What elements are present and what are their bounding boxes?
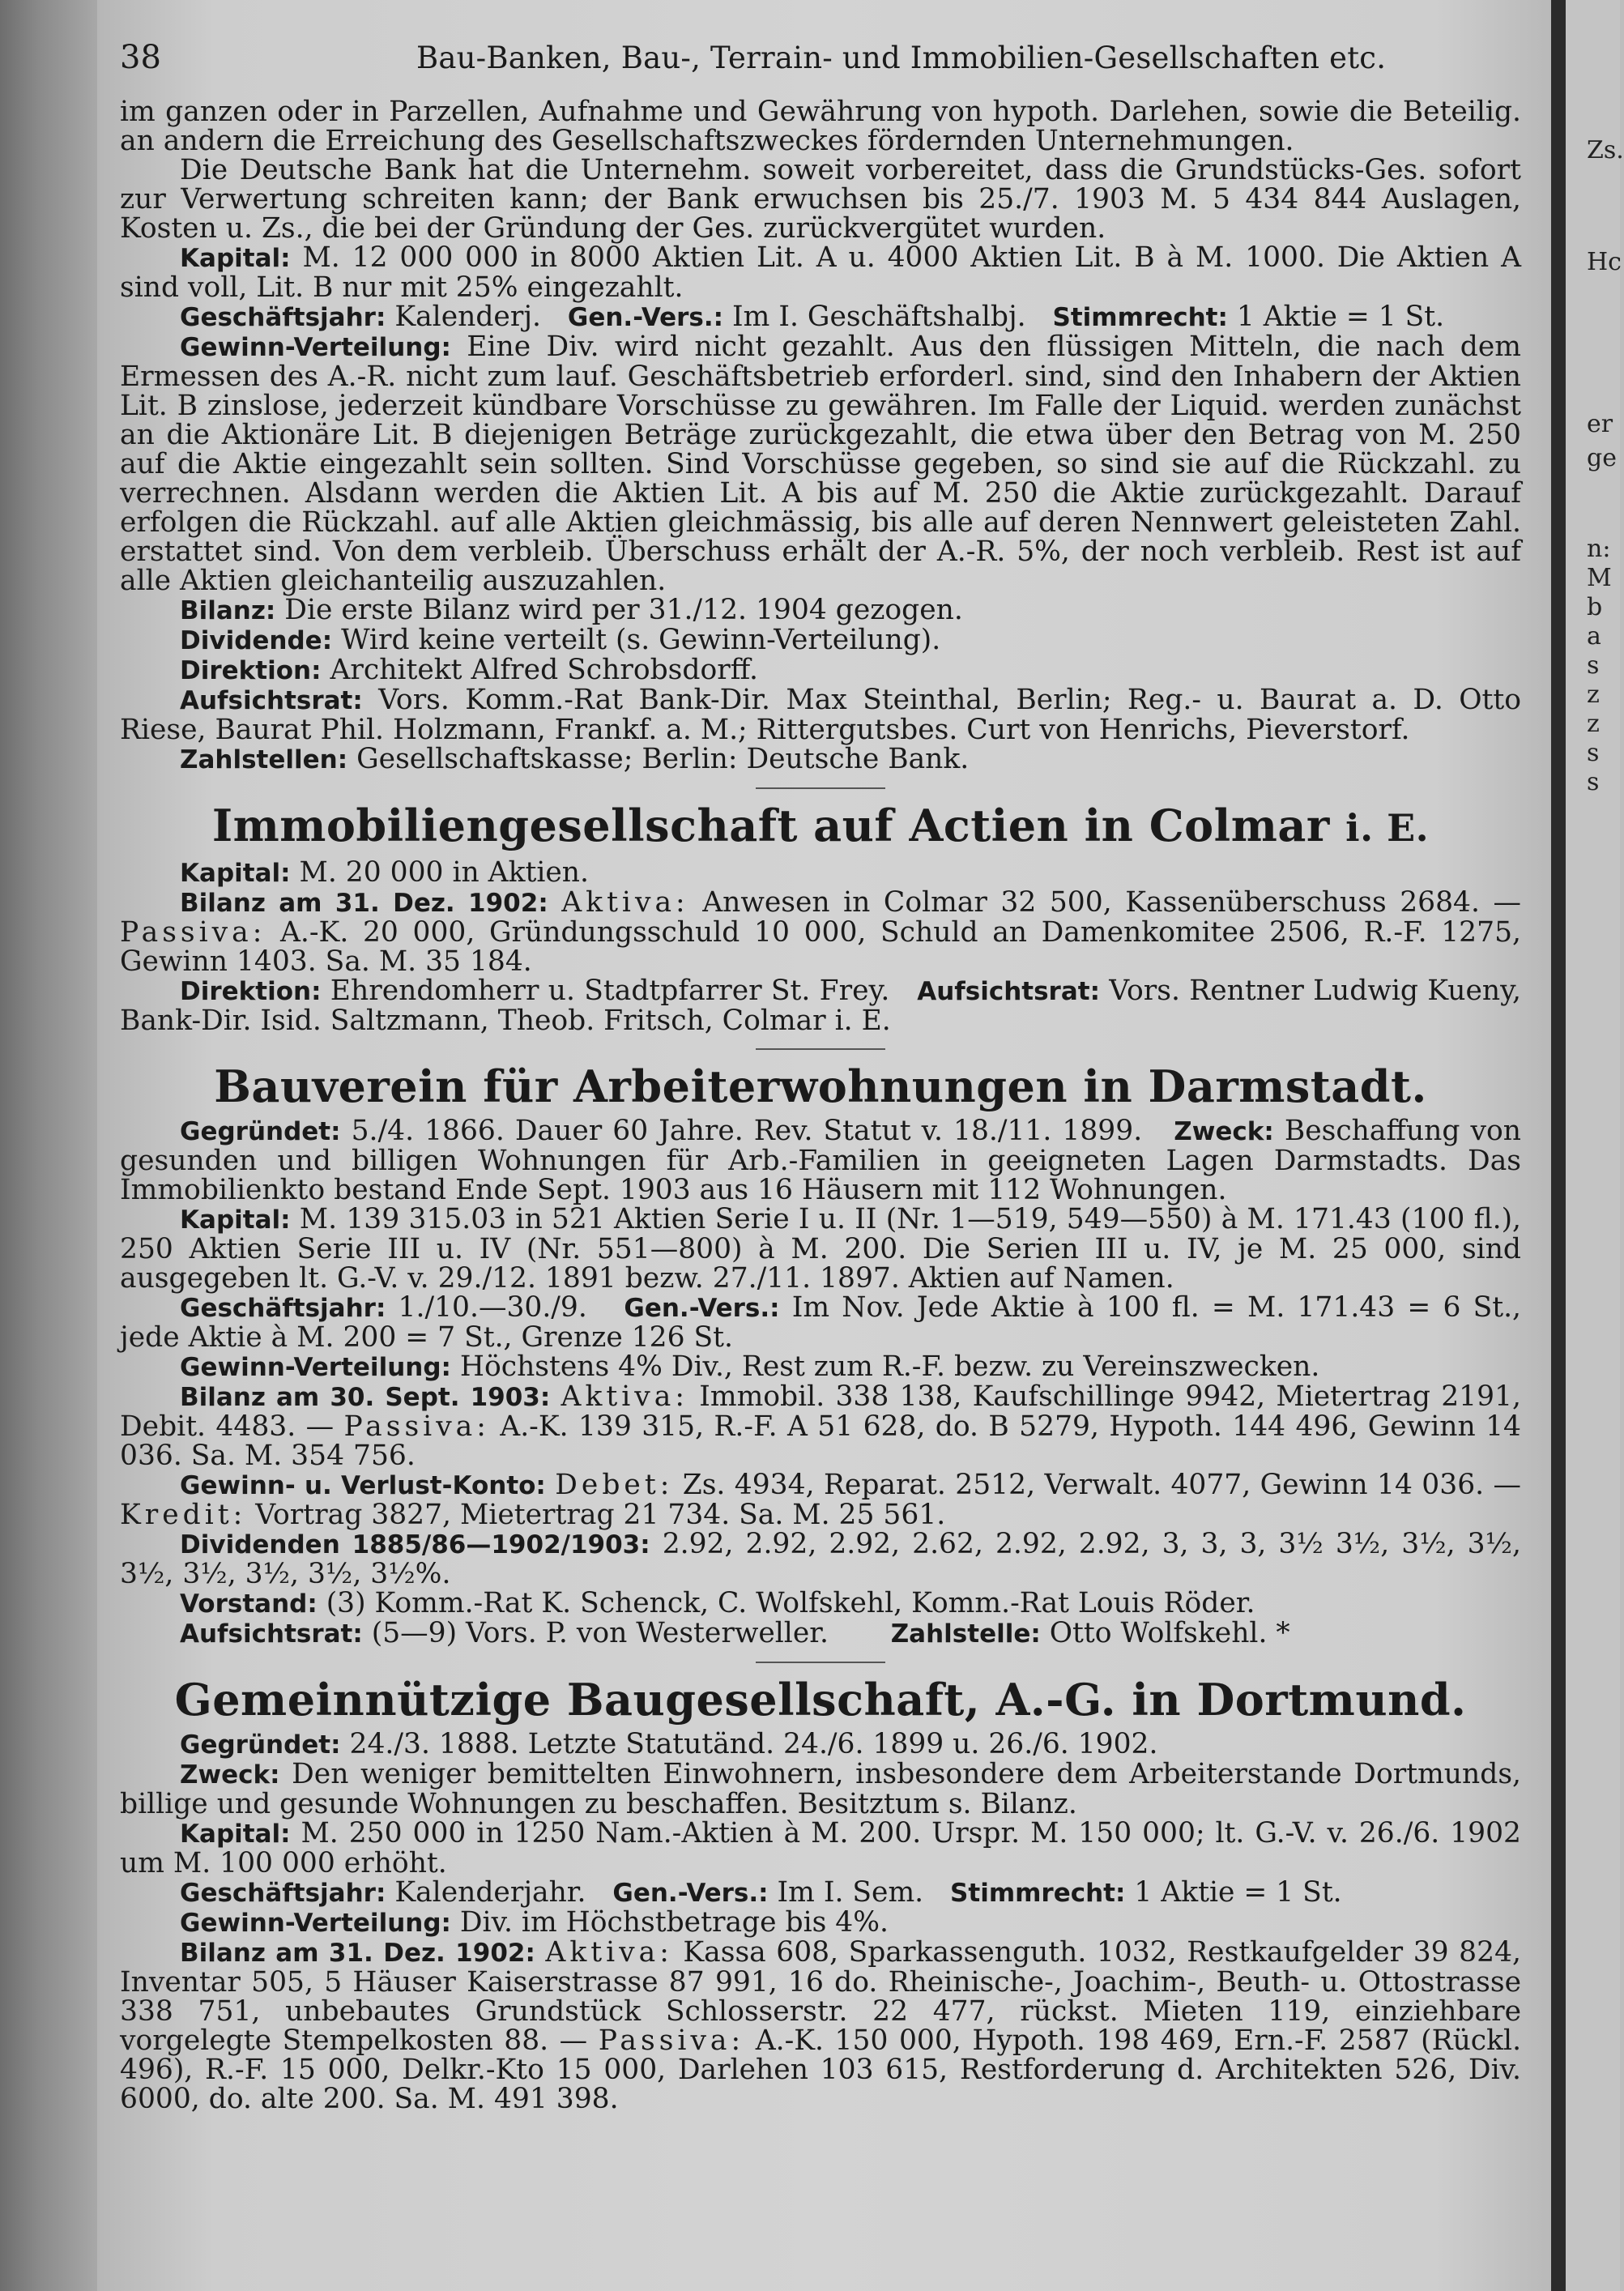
margin-fragment: ge xyxy=(1587,444,1617,472)
bilanz-entry: Bilanz am 31. Dez. 1902: Aktiva: Anwesen in Colmar 32 500, Kassenüberschuss 2684. — Passiva: A.-K. 20 000, Gründungsschuld 10 000, Schuld an Damenkomitee 2506, R.-F. 1275, Gewinn 1403. Sa. M. 35 184. xyxy=(120,886,1521,978)
margin-fragment: n: xyxy=(1587,535,1611,563)
dividenden-entry: Dividenden 1885/86—1902/1903: 2.92, 2.92, 2.92, 2.62, 2.92, 2.92, 3, 3, 3, 3½ 3½, 3½, 3½, 3½, 3½, 3½, 3½, 3½%. xyxy=(120,1528,1521,1590)
margin-fragment: s xyxy=(1587,651,1600,680)
intro-paragraph: im ganzen oder in Parzellen, Aufnahme und Gewährung von hypoth. Darlehen, sowie die Beteilig. an andern die Erreichung des Gesellschaftszweckes fördernden Unternehmungen. xyxy=(120,96,1521,157)
running-title: Bau-Banken, Bau-, Terrain- und Immobilien-Gesellschaften etc. xyxy=(416,41,1387,75)
kapital-entry: Kapital: M. 12 000 000 in 8000 Aktien Lit. A u. 4000 Aktien Lit. B à M. 1000. Die Aktien A sind voll, Lit. B nur mit 25% eingezahlt. xyxy=(120,241,1521,304)
page-header xyxy=(120,39,1521,76)
company-title: Bauverein für Arbeiterwohnungen in Darmstadt. xyxy=(214,1060,1427,1112)
margin-fragment: b xyxy=(1587,593,1603,621)
margin-fragment: Zs. xyxy=(1587,136,1624,164)
bilanz-entry: Bilanz am 30. Sept. 1903: Aktiva: Immobil. 338 138, Kaufschillinge 9942, Mietertrag 2191, Debit. 4483. — Passiva: A.-K. 139 315, R.-F. A 51 628, do. B 5279, Hypoth. 144 496, Gewinn 14 036. Sa. M. 354 756. xyxy=(120,1380,1522,1472)
gewinn-verteilung-entry: Gewinn-Verteilung: Eine Div. wird nicht gezahlt. Aus den flüssigen Mitteln, die nach dem Ermessen des A.-R. nicht zum lauf. Geschäftsbetrieb erforderl. sind, sind den Inhabern der Aktien Lit. B zinslose, jederzeit kündbare Vorschüsse zu gewähren. Im Falle der Liquid. werden zunächst an die Aktionäre Lit. B diejenigen Beträge zurückgezahlt, die etwa über den Betrag von M. 250 auf die Aktie eingezahlt sein sollten. Sind Vorschüsse gegeben, so sind sie auf die Rückzahl. zu verrechnen. Alsdann werden die Aktien Lit. A bis auf M. 250 die Aktie zurückgezahlt. Darauf erfolgen die Rückzahl. auf alle Aktien gleichmässig, bis alle auf deren Nennwert geleisteten Zahl. erstattet sind. Von dem verbleib. Überschuss erhält der A.-R. 5%, der noch verbleib. Rest ist auf alle Aktien gleichanteilig auszuzahlen. xyxy=(120,331,1522,597)
gegruendet-entry: Gegründet: 5./4. 1866. Dauer 60 Jahre. Rev. Statut v. 18./11. 1899. Zweck: Beschaffung von gesunden und billigen Wohnungen für Arb.-Familien in geeigneten Lagen Darmstadts. Das Immobilienkto bestand Ende Sept. 1903 aus 16 Häusern mit 112 Wohnungen. xyxy=(120,1115,1521,1206)
aufsichtsrat-entry: Aufsichtsrat: (5—9) Vors. P. von Westerweller. Zahlstelle: Otto Wolfskehl. * xyxy=(180,1617,1290,1649)
margin-fragment: s xyxy=(1587,739,1600,767)
next-page-margin xyxy=(1566,0,1624,2291)
geschaeftsjahr-entry: Geschäftsjahr: Kalenderjahr. Gen.-Vers.: Im I. Sem. Stimmrecht: 1 Aktie = 1 St. xyxy=(180,1876,1342,1909)
zahlstellen-entry: Zahlstellen: Gesellschaftskasse; Berlin: Deutsche Bank. xyxy=(180,743,970,775)
bilanz-entry: Bilanz: Die erste Bilanz wird per 31./12. 1904 gezogen. xyxy=(180,594,963,626)
margin-fragment: z xyxy=(1587,680,1600,709)
section-divider xyxy=(756,1662,885,1663)
margin-fragment: M xyxy=(1587,564,1612,592)
margin-fragment: a xyxy=(1587,622,1601,651)
company-title: Gemeinnützige Baugesellschaft, A.-G. in Dortmund. xyxy=(174,1674,1467,1726)
section-divider xyxy=(756,1048,885,1050)
gewinn-verlust-entry: Gewinn- u. Verlust-Konto: Debet: Zs. 4934, Reparat. 2512, Verwalt. 4077, Gewinn 14 036. — Kredit: Vortrag 3827, Mietertrag 21 734. Sa. M. 25 561. xyxy=(120,1469,1522,1531)
direktion-entry: Direktion: Ehrendomherr u. Stadtpfarrer St. Frey. Aufsichtsrat: Vors. Rentner Ludwig Kueny, Bank-Dir. Isid. Saltzmann, Theob. Fritsch, Colmar i. E. xyxy=(120,975,1522,1037)
margin-fragment: z xyxy=(1587,710,1600,738)
gewinn-verteilung-entry: Gewinn-Verteilung: Höchstens 4% Div., Rest zum R.-F. bezw. zu Vereinszwecken. xyxy=(180,1350,1320,1383)
margin-fragment: s xyxy=(1587,768,1600,796)
direktion-entry: Direktion: Architekt Alfred Schrobsdorff. xyxy=(180,654,758,686)
dividende-entry: Dividende: Wird keine verteilt (s. Gewinn-Verteilung). xyxy=(180,624,941,656)
vorstand-entry: Vorstand: (3) Komm.-Rat K. Schenck, C. Wolfskehl, Komm.-Rat Louis Röder. xyxy=(180,1587,1255,1619)
page-content xyxy=(120,97,1521,2114)
gegruendet-entry: Gegründet: 24./3. 1888. Letzte Statutänd. 24./6. 1899 u. 26./6. 1902. xyxy=(180,1728,1158,1760)
gewinn-verteilung-entry: Gewinn-Verteilung: Div. im Höchstbetrage bis 4%. xyxy=(180,1906,889,1939)
intro-paragraph: Die Deutsche Bank hat die Unternehm. soweit vorbereitet, dass die Grundstücks-Ges. sofort zur Verwertung schreiten kann; der Bank erwuchsen bis 25./7. 1903 M. 5 434 844 Auslagen, Kosten u. Zs., die bei der Gründung der Ges. zurückvergütet wurden. xyxy=(120,154,1521,245)
geschaeftsjahr-entry: Geschäftsjahr: 1./10.—30./9. Gen.-Vers.: Im Nov. Jede Aktie à 100 fl. = M. 171.43 = 6 St., jede Aktie à M. 200 = 7 St., Grenze 126 St. xyxy=(120,1291,1522,1354)
margin-fragment: er xyxy=(1587,410,1613,438)
company-title: Immobiliengesellschaft auf Actien in Colmar i. E. xyxy=(211,800,1430,851)
aufsichtsrat-entry: Aufsichtsrat: Vors. Komm.-Rat Bank-Dir. Max Steinthal, Berlin; Reg.- u. Baurat a. D. Otto Riese, Baurat Phil. Holzmann, Frankf. a. M.; Rittergutsbes. Curt von Henrichs, Pieverstorf. xyxy=(120,684,1521,746)
page-number: 38 xyxy=(120,39,161,76)
section-divider xyxy=(756,787,885,789)
kapital-entry: Kapital: M. 139 315.03 in 521 Aktien Serie I u. II (Nr. 1—519, 549—550) à M. 171.43 (100 fl.), 250 Aktien Serie III u. IV (Nr. 551—800) à M. 200. Die Serien III u. IV, je M. 25 000, sind ausgegeben lt. G.-V. v. 29./12. 1891 bezw. 27./11. 1897. Aktien auf Namen. xyxy=(120,1203,1521,1295)
book-spine xyxy=(1551,0,1566,2291)
geschaeftsjahr-entry: Geschäftsjahr: Kalenderj. Gen.-Vers.: Im I. Geschäftshalbj. Stimmrecht: 1 Aktie = 1 St. xyxy=(180,301,1445,333)
kapital-entry: Kapital: M. 20 000 in Aktien. xyxy=(180,856,589,889)
kapital-entry: Kapital: M. 250 000 in 1250 Nam.-Aktien à M. 200. Urspr. M. 150 000; lt. G.-V. v. 26./6. 1902 um M. 100 000 erhöht. xyxy=(120,1817,1521,1879)
margin-fragment: Hc xyxy=(1587,248,1622,276)
bilanz-entry: Bilanz am 31. Dez. 1902: Aktiva: Kassa 608, Sparkassenguth. 1032, Restkaufgelder 39 824, Inventar 505, 5 Häuser Kaiserstrasse 87 991, 16 do. Rheinische-, Joachim-, Beuth- u. Ottostrasse 338 751, unbebautes Grundstück Schlosserstr. 22 477, rückst. Mieten 119, einziehbare vorgelegte Stempelkosten 88. — Passiva: A.-K. 150 000, Hypoth. 198 469, Ern.-F. 2587 (Rückl. 496), R.-F. 15 000, Delkr.-Kto 15 000, Darlehen 103 615, Restforderung d. Architekten 526, Div. 6000, do. alte 200. Sa. M. 491 398. xyxy=(120,1936,1522,2115)
scan-edge-left xyxy=(0,0,97,2291)
zweck-entry: Zweck: Den weniger bemittelten Einwohnern, insbesondere dem Arbeiterstande Dortmunds, billige und gesunde Wohnungen zu beschaffen. Besitztum s. Bilanz. xyxy=(120,1758,1521,1820)
